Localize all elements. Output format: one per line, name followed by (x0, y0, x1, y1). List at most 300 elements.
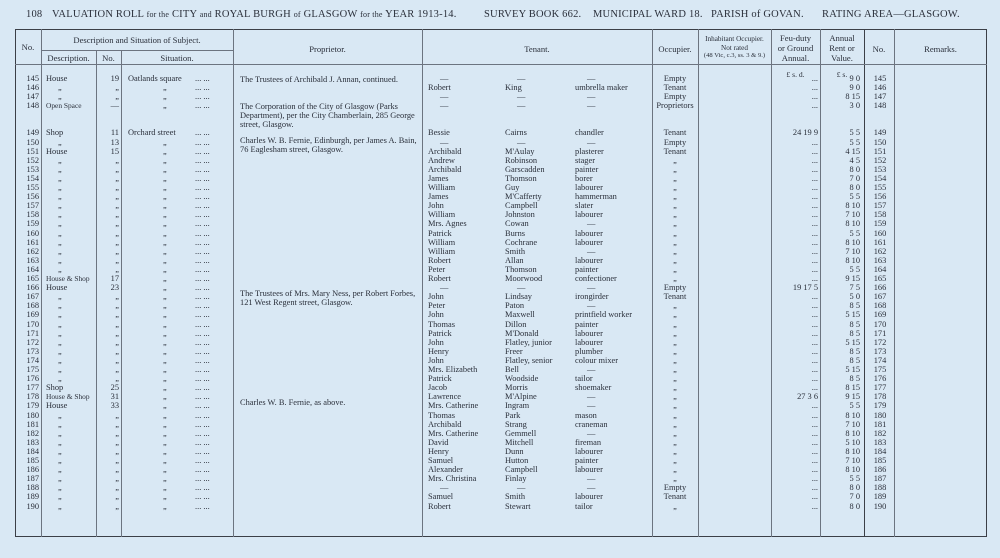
row-tenant-last: Dunn (505, 446, 524, 456)
row-annual-rent: 9 15 (845, 392, 860, 402)
row-number: 159 (26, 219, 39, 229)
row-number-right: 176 (873, 374, 887, 384)
row-number-right: 172 (873, 337, 887, 347)
row-house-number: „ (115, 219, 119, 229)
row-number: 182 (26, 428, 39, 438)
row-situation: „ (163, 146, 167, 156)
row-description: „ (58, 465, 62, 475)
row-situation: „ (163, 237, 167, 247)
row-annual-rent: 8 5 (849, 301, 860, 311)
row-house-number: „ (115, 237, 119, 247)
row-occupation: hammerman (575, 192, 617, 202)
row-annual-rent: 8 10 (845, 428, 860, 438)
row-description: Shop (46, 383, 64, 393)
row-tenant-last: Woodside (505, 374, 539, 384)
col-header-situation: Situation. (160, 53, 194, 63)
row-tenant-first: Archibald (428, 419, 462, 429)
leader-dots: ... ... (195, 483, 210, 493)
leader-dots: ... ... (195, 201, 210, 211)
leader-dots: ... ... (195, 474, 210, 484)
row-feu-duty: ... (811, 401, 818, 411)
row-description: „ (58, 456, 62, 465)
row-tenant-last: Flatley, senior (505, 355, 553, 365)
row-number-right: 178 (873, 392, 887, 402)
row-number: 156 (26, 192, 39, 202)
row-tenant-last: Cochrane (505, 237, 538, 247)
leader-dots: ... ... (195, 173, 210, 183)
row-feu-duty: ... (811, 319, 818, 329)
col-header-proprietor: Proprietor. (309, 44, 346, 54)
row-tenant-last: M'Cafferty (505, 192, 542, 202)
row-feu-duty: ... (811, 201, 818, 211)
row-feu-duty: ... (811, 437, 818, 447)
row-tenant-last: Smith (505, 492, 526, 502)
row-description: „ (58, 483, 62, 493)
row-occupation: irongirder (575, 292, 609, 302)
page-header (26, 9, 986, 23)
col-header-no: No. (21, 42, 35, 52)
row-occupier: „ (673, 228, 677, 238)
row-tenant-last: Moorwood (505, 274, 543, 283)
row-annual-rent: 7 10 (845, 210, 860, 220)
row-annual-rent: 5 5 (849, 264, 860, 274)
row-number-right: 169 (873, 310, 887, 320)
row-occupier: „ (673, 246, 677, 256)
leader-dots: ... ... (195, 237, 210, 247)
row-occupier: „ (673, 428, 677, 438)
row-annual-rent: 5 5 (849, 192, 860, 202)
row-occupier: „ (673, 337, 677, 347)
row-house-number: „ (115, 492, 119, 502)
row-occupier: Proprietors (656, 101, 694, 111)
row-number-right: 182 (873, 428, 887, 438)
row-occupation: — (587, 137, 596, 147)
row-description: House (46, 401, 68, 411)
column-divider (121, 50, 122, 537)
row-number: 185 (26, 456, 39, 465)
row-situation: „ (163, 173, 167, 183)
row-feu-duty: ... (811, 264, 818, 274)
row-occupation: painter (575, 319, 599, 329)
row-situation: „ (163, 401, 167, 411)
row-annual-rent: 8 0 (849, 483, 860, 493)
row-tenant-first: Archibald (428, 164, 462, 174)
row-feu-duty: ... (811, 483, 818, 493)
leader-dots: ... ... (195, 374, 210, 384)
row-tenant-first: Bessie (428, 128, 450, 138)
row-occupation: borer (575, 173, 593, 183)
row-situation: „ (163, 92, 167, 102)
col-header-annual-rent: Annual Rent or Value. (829, 33, 855, 63)
row-description: „ (58, 474, 62, 484)
row-house-number: „ (115, 428, 119, 438)
row-tenant-first: Mrs. Catherine (428, 401, 479, 411)
row-tenant-last: Lindsay (505, 292, 532, 302)
row-description: „ (58, 83, 62, 93)
row-tenant-first: William (428, 210, 456, 220)
parish: PARISH of GOVAN. (711, 9, 804, 20)
row-tenant-first: John (428, 310, 444, 320)
row-tenant-last: Smith (505, 246, 526, 256)
row-occupation: plasterer (575, 146, 604, 156)
row-number: 183 (26, 437, 39, 447)
column-divider (233, 29, 234, 537)
row-number: 161 (26, 237, 39, 247)
row-feu-duty: ... (811, 192, 818, 202)
leader-dots: ... ... (195, 74, 210, 83)
row-tenant-last: — (517, 74, 526, 83)
row-situation: „ (163, 155, 167, 165)
row-number: 172 (26, 337, 39, 347)
row-occupation: — (587, 219, 596, 229)
row-description: „ (58, 210, 62, 220)
row-feu-duty: ... (811, 164, 818, 174)
row-number-right: 156 (873, 192, 887, 202)
column-divider (41, 29, 42, 537)
row-occupier: Tenant (663, 292, 687, 302)
row-annual-rent: 8 0 (849, 183, 860, 192)
row-number: 162 (26, 246, 39, 256)
row-situation: „ (163, 483, 167, 493)
row-situation: „ (163, 337, 167, 347)
row-annual-rent: 5 10 (845, 437, 860, 447)
row-number: 180 (26, 410, 39, 420)
row-number-right: 150 (873, 137, 887, 147)
column-divider (698, 29, 699, 537)
row-occupier: „ (673, 319, 677, 329)
row-feu-duty: ... (811, 428, 818, 438)
row-tenant-last: — (517, 283, 526, 293)
row-situation: „ (163, 392, 167, 402)
row-feu-duty: ... (811, 446, 818, 456)
row-number: 153 (26, 164, 39, 174)
proprietor-entry: The Trustees of Mrs. Mary Ness, per Robert Forbes, 121 West Regent street, Glasgow. (240, 289, 416, 307)
row-tenant-last: Thomson (505, 173, 537, 183)
row-house-number: 19 (110, 74, 119, 83)
row-number: 163 (26, 255, 39, 265)
row-feu-duty: ... (811, 146, 818, 156)
leader-dots: ... ... (195, 346, 210, 356)
row-situation: „ (163, 346, 167, 356)
row-annual-rent: 8 10 (845, 446, 860, 456)
row-description: House (46, 74, 68, 83)
row-description: „ (58, 446, 62, 456)
row-feu-duty: ... (811, 292, 818, 302)
row-annual-rent: 7 0 (849, 492, 860, 502)
row-house-number: „ (115, 365, 119, 374)
row-occupation: painter (575, 456, 599, 465)
row-house-number: — (110, 101, 119, 111)
row-tenant-first: Patrick (428, 328, 452, 338)
row-number-right: 170 (873, 319, 887, 329)
row-description: „ (58, 346, 62, 356)
row-number: 179 (26, 401, 39, 411)
row-occupier: „ (673, 365, 677, 374)
row-tenant-last: Freer (505, 346, 523, 356)
row-tenant-last: — (517, 101, 526, 111)
row-tenant-last: Garscadden (505, 164, 545, 174)
row-occupation: labourer (575, 210, 603, 220)
row-situation: „ (163, 374, 167, 384)
row-occupier: „ (673, 155, 677, 165)
row-number: 166 (26, 283, 39, 293)
leader-dots: ... ... (195, 137, 210, 147)
row-occupation: labourer (575, 337, 603, 347)
row-tenant-last: Paton (505, 301, 525, 311)
row-description: „ (58, 292, 62, 302)
row-number-right: 179 (873, 401, 887, 411)
leader-dots: ... ... (195, 492, 210, 502)
row-description: „ (58, 501, 62, 511)
row-tenant-first: William (428, 246, 456, 256)
leader-dots: ... ... (195, 274, 210, 283)
leader-dots: ... ... (195, 92, 210, 102)
row-tenant-first: — (440, 137, 449, 147)
row-situation: „ (163, 437, 167, 447)
row-annual-rent: 9 15 (845, 274, 860, 283)
row-feu-duty: ... (811, 410, 818, 420)
row-number-right: 157 (873, 201, 887, 211)
row-number-right: 146 (873, 83, 887, 93)
row-occupation: — (587, 474, 596, 484)
row-tenant-first: John (428, 292, 444, 302)
row-annual-rent: 8 15 (845, 92, 860, 102)
row-house-number: „ (115, 419, 119, 429)
leader-dots: ... ... (195, 219, 210, 229)
row-house-number: „ (115, 210, 119, 220)
row-occupier: „ (673, 392, 677, 402)
row-number: 151 (26, 146, 39, 156)
row-annual-rent: 8 5 (849, 355, 860, 365)
row-tenant-first: Robert (428, 255, 451, 265)
row-description: „ (58, 492, 62, 502)
row-house-number: „ (115, 483, 119, 493)
row-feu-duty: ... (811, 355, 818, 365)
row-occupier: „ (673, 255, 677, 265)
row-feu-duty: ... (811, 337, 818, 347)
row-number: 146 (26, 83, 39, 93)
row-tenant-first: Thomas (428, 319, 455, 329)
row-occupation: shoemaker (575, 383, 612, 393)
row-situation: „ (163, 310, 167, 320)
row-number: 147 (26, 92, 39, 102)
proprietor-entry: The Trustees of Archibald J. Annan, continued. (240, 75, 398, 84)
row-number: 168 (26, 301, 39, 311)
row-feu-duty: ... (811, 137, 818, 147)
row-number: 176 (26, 374, 39, 384)
col-header-description-group: Description and Situation of Subject. (73, 35, 201, 45)
row-occupier: „ (673, 192, 677, 202)
row-number-right: 171 (873, 328, 887, 338)
row-tenant-first: Mrs. Agnes (428, 219, 467, 229)
leader-dots: ... ... (195, 456, 210, 465)
municipal-ward: MUNICIPAL WARD 18. (593, 9, 703, 20)
row-situation: „ (163, 183, 167, 192)
row-annual-rent: 5 15 (845, 310, 860, 320)
row-house-number: 31 (110, 392, 119, 402)
row-situation: „ (163, 501, 167, 511)
row-situation: „ (163, 283, 167, 293)
row-tenant-first: — (440, 74, 449, 83)
row-occupation: fireman (575, 437, 602, 447)
row-number: 164 (26, 264, 39, 274)
col-header-occupier: Occupier. (658, 44, 692, 54)
row-occupier: „ (673, 456, 677, 465)
row-tenant-last: Finlay (505, 474, 527, 484)
row-tenant-first: Thomas (428, 410, 455, 420)
row-number-right: 180 (873, 410, 887, 420)
row-number-right: 188 (873, 483, 887, 493)
leader-dots: ... ... (195, 183, 210, 192)
row-tenant-last: Burns (505, 228, 526, 238)
row-tenant-last: Robinson (505, 155, 538, 165)
leader-dots: ... ... (195, 392, 210, 402)
row-number-right: 183 (873, 437, 887, 447)
row-number: 171 (26, 328, 39, 338)
row-feu-duty: ... (811, 374, 818, 384)
row-number-right: 186 (873, 465, 887, 475)
row-feu-duty: ... (811, 219, 818, 229)
leader-dots: ... ... (195, 383, 210, 393)
row-tenant-first: William (428, 237, 456, 247)
row-feu-duty: ... (811, 228, 818, 238)
row-occupation: chandler (575, 128, 604, 138)
row-description: „ (58, 173, 62, 183)
row-number-right: 154 (873, 173, 887, 183)
leader-dots: ... ... (195, 365, 210, 374)
row-number: 165 (26, 274, 39, 283)
row-description: „ (58, 337, 62, 347)
row-number-right: 185 (873, 456, 887, 465)
row-number-right: 153 (873, 164, 887, 174)
row-tenant-last: Mitchell (505, 437, 534, 447)
row-number-right: 158 (873, 210, 887, 220)
row-situation: „ (163, 101, 167, 111)
row-occupation: — (587, 246, 596, 256)
row-tenant-first: Alexander (428, 465, 463, 475)
row-tenant-first: Henry (428, 346, 449, 356)
row-occupation: craneman (575, 419, 608, 429)
row-tenant-last: Thomson (505, 264, 537, 274)
row-feu-duty: ... (811, 328, 818, 338)
row-number-right: 167 (873, 292, 887, 302)
row-tenant-last: Cowan (505, 219, 529, 229)
row-occupation: painter (575, 264, 599, 274)
row-annual-rent: 5 5 (849, 401, 860, 411)
row-occupation: tailor (575, 374, 593, 384)
row-tenant-last: M'Donald (505, 328, 539, 338)
row-tenant-first: Samuel (428, 456, 454, 465)
proprietor-entry: The Corporation of the City of Glasgow (Parks Department), per the City Chamberlain, 285 George street, Glasgow. (240, 102, 415, 129)
row-number: 175 (26, 365, 39, 374)
row-occupier: „ (673, 219, 677, 229)
row-situation: „ (163, 201, 167, 211)
row-annual-rent: 3 0 (849, 101, 860, 111)
row-feu-duty: ... (811, 92, 818, 102)
leader-dots: ... ... (195, 319, 210, 329)
row-occupier: „ (673, 183, 677, 192)
row-tenant-last: Park (505, 410, 521, 420)
leader-dots: ... ... (195, 419, 210, 429)
leader-dots: ... ... (195, 164, 210, 174)
leader-dots: ... ... (195, 255, 210, 265)
row-occupation: — (587, 92, 596, 102)
row-number-right: 164 (873, 264, 887, 274)
row-tenant-last: Gemmell (505, 428, 537, 438)
row-occupation: — (587, 365, 596, 374)
row-situation: „ (163, 410, 167, 420)
row-description: „ (58, 374, 62, 384)
row-situation: „ (163, 246, 167, 256)
row-situation: „ (163, 474, 167, 484)
row-number-right: 160 (873, 228, 887, 238)
roll-title: VALUATION ROLL for the CITY and ROYAL BURGH of GLASGOW for the YEAR 1913-14. (52, 9, 457, 20)
proprietor-entry: Charles W. B. Fernie, as above. (240, 398, 346, 407)
column-divider (894, 29, 895, 537)
row-house-number: 11 (110, 128, 119, 138)
row-feu-duty: ... (811, 501, 818, 511)
row-description: „ (58, 255, 62, 265)
row-feu-duty: ... (811, 274, 818, 283)
row-situation: „ (163, 355, 167, 365)
row-number-right: 166 (873, 283, 887, 293)
row-house-number: „ (115, 319, 119, 329)
row-annual-rent: 8 5 (849, 374, 860, 384)
feu-units: £ s. d. (786, 70, 805, 79)
row-tenant-last: Morris (505, 383, 528, 393)
row-tenant-last: — (517, 92, 526, 102)
row-description: House & Shop (46, 392, 90, 402)
row-situation: „ (163, 428, 167, 438)
row-number: 157 (26, 201, 39, 211)
row-tenant-first: Patrick (428, 228, 452, 238)
row-occupier: „ (673, 173, 677, 183)
row-feu-duty: ... (811, 383, 818, 393)
row-situation: „ (163, 465, 167, 475)
row-description: „ (58, 228, 62, 238)
row-description: „ (58, 201, 62, 211)
row-house-number: „ (115, 346, 119, 356)
row-tenant-first: Mrs. Elizabeth (428, 365, 478, 374)
row-occupation: confectioner (575, 274, 617, 283)
row-feu-duty: ... (811, 492, 818, 502)
row-description: „ (58, 437, 62, 447)
row-feu-duty: 24 19 9 (792, 128, 818, 138)
row-description: „ (58, 365, 62, 374)
row-occupier: „ (673, 465, 677, 475)
row-tenant-last: Allan (505, 255, 524, 265)
row-number-right: 162 (873, 246, 887, 256)
row-tenant-first: Robert (428, 83, 451, 93)
row-tenant-first: James (428, 192, 449, 202)
row-house-number: 23 (110, 283, 119, 293)
row-feu-duty: ... (811, 101, 818, 111)
row-occupation: labourer (575, 237, 603, 247)
row-feu-duty: ... (811, 210, 818, 220)
proprietor-entry: Charles W. B. Fernie, Edinburgh, per James A. Bain, 76 Eaglesham street, Glasgow. (240, 136, 417, 154)
row-tenant-last: King (505, 83, 522, 93)
row-tenant-first: John (428, 201, 444, 211)
leader-dots: ... ... (195, 146, 210, 156)
row-annual-rent: 8 10 (845, 255, 860, 265)
row-situation: Orchard street (128, 128, 176, 138)
row-tenant-first: Samuel (428, 492, 454, 502)
row-house-number: 15 (110, 146, 119, 156)
col-header-tenant: Tenant. (524, 44, 550, 54)
row-tenant-first: Mrs. Christina (428, 474, 477, 484)
row-situation: „ (163, 301, 167, 311)
col-header-feu-duty: Feu-duty or Ground Annual. (777, 33, 814, 63)
